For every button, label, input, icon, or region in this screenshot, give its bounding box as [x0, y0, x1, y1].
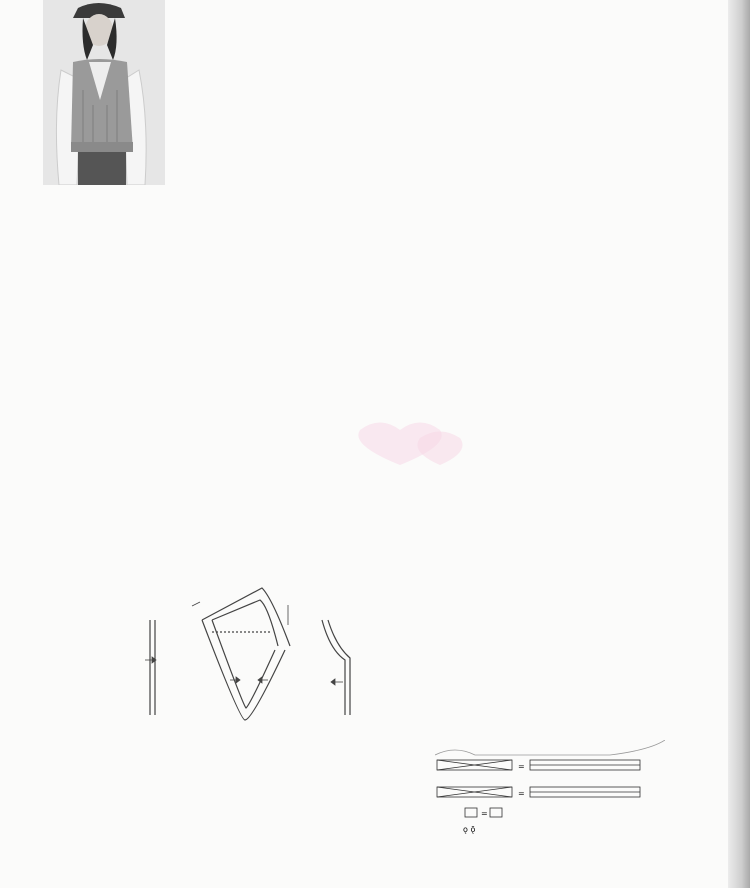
stitch-chart-top: [420, 72, 710, 417]
svg-text:=: =: [518, 762, 525, 771]
svg-text:=: =: [481, 809, 488, 818]
neckline-diagram: [140, 580, 360, 740]
page-edge-shadow: [728, 0, 750, 888]
watermark: [250, 420, 510, 470]
svg-text:ǫ ǭ: ǫ ǭ: [463, 825, 476, 834]
model-photo: [43, 0, 165, 185]
svg-text:=: =: [518, 789, 525, 798]
chart-legend: [435, 740, 665, 840]
diagram-title: [148, 560, 151, 574]
stitch-chart-bottom: [420, 435, 680, 730]
